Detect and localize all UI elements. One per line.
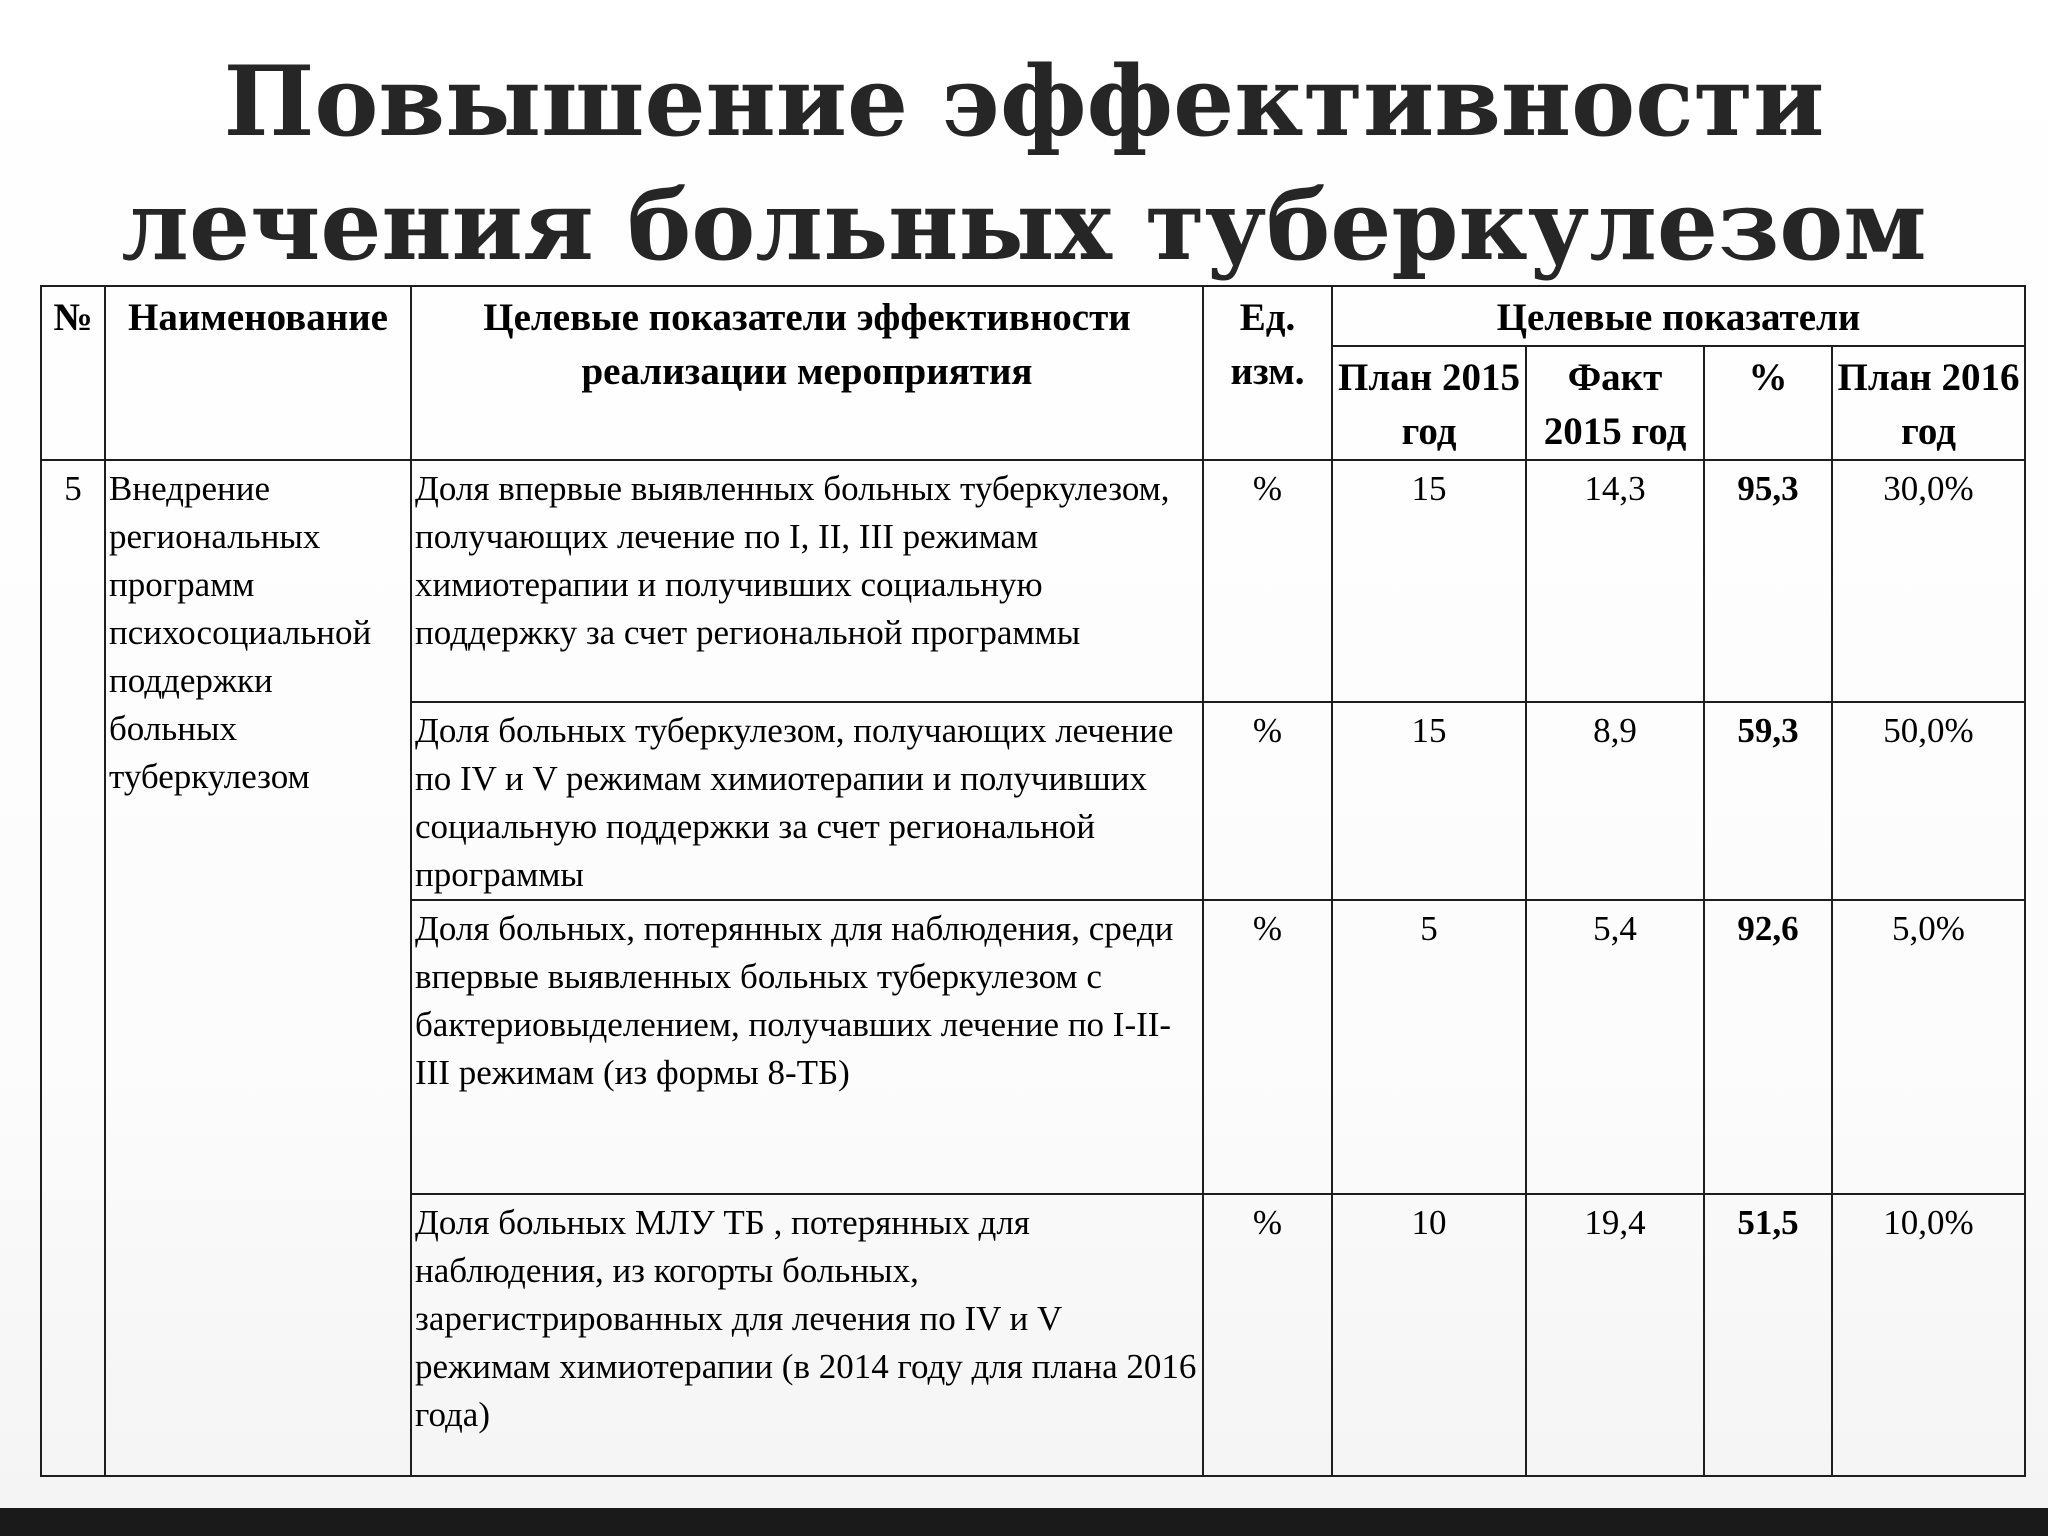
- plan-2016-cell: 50,0%: [1832, 702, 2025, 900]
- unit-cell: %: [1203, 1194, 1332, 1476]
- percent-cell: 59,3: [1704, 702, 1832, 900]
- indicator-text: Доля больных МЛУ ТБ , потерянных для наблюдения, из когорты больных, зарегистрированных для лечения по IV и V режимам химиотерапии (в 2014 году для плана 2016 года): [411, 1194, 1203, 1476]
- title-line-1: Повышение эффективности: [223, 45, 1825, 158]
- header-indicators: Целевые показатели эффективности реализации мероприятия: [411, 286, 1203, 460]
- plan-2016-cell: 5,0%: [1832, 900, 2025, 1194]
- header-no: №: [41, 286, 105, 460]
- unit-cell: %: [1203, 702, 1332, 900]
- plan-2015-cell: 15: [1332, 702, 1526, 900]
- fact-2015-cell: 5,4: [1526, 900, 1704, 1194]
- fact-2015-cell: 14,3: [1526, 460, 1704, 702]
- header-unit: Ед. изм.: [1203, 286, 1332, 460]
- plan-2016-cell: 30,0%: [1832, 460, 2025, 702]
- title-line-2: лечения больных туберкулезом: [121, 169, 1927, 282]
- table-row: [41, 460, 2025, 702]
- fact-2015-cell: 19,4: [1526, 1194, 1704, 1476]
- slide-title: [0, 40, 2048, 288]
- item-number: 5: [41, 460, 105, 1476]
- unit-cell: %: [1203, 460, 1332, 702]
- plan-2016-cell: 10,0%: [1832, 1194, 2025, 1476]
- header-row-1: [41, 286, 2025, 346]
- plan-2015-cell: 10: [1332, 1194, 1526, 1476]
- unit-cell: %: [1203, 900, 1332, 1194]
- fact-2015-cell: 8,9: [1526, 702, 1704, 900]
- plan-2015-cell: 5: [1332, 900, 1526, 1194]
- percent-cell: 92,6: [1704, 900, 1832, 1194]
- header-targets: Целевые показатели: [1332, 286, 2025, 346]
- header-name: Наименование: [105, 286, 411, 460]
- percent-cell: 95,3: [1704, 460, 1832, 702]
- header-fact-2015: Факт 2015 год: [1526, 346, 1704, 460]
- percent-cell: 51,5: [1704, 1194, 1832, 1476]
- indicator-text: Доля больных туберкулезом, получающих лечение по IV и V режимам химиотерапии и получивших социальную поддержки за счет региональной программы: [411, 702, 1203, 900]
- indicator-text: Доля больных, потерянных для наблюдения, среди впервые выявленных больных туберкулезом с бактериовыделением, получавших лечение по I-II-III режимам (из формы 8-ТБ): [411, 900, 1203, 1194]
- indicators-table: [40, 285, 2026, 1477]
- item-name: Внедрение региональных программ психосоциальной поддержки больных туберкулезом: [105, 460, 411, 1476]
- header-percent: %: [1704, 346, 1832, 460]
- indicator-text: Доля впервые выявленных больных туберкулезом, получающих лечение по I, II, III режимам химиотерапии и получивших социальную поддержку за счет региональной программы: [411, 460, 1203, 702]
- slide-bottom-bar: [0, 1508, 2048, 1536]
- plan-2015-cell: 15: [1332, 460, 1526, 702]
- header-plan-2016: План 2016 год: [1832, 346, 2025, 460]
- header-plan-2015: План 2015 год: [1332, 346, 1526, 460]
